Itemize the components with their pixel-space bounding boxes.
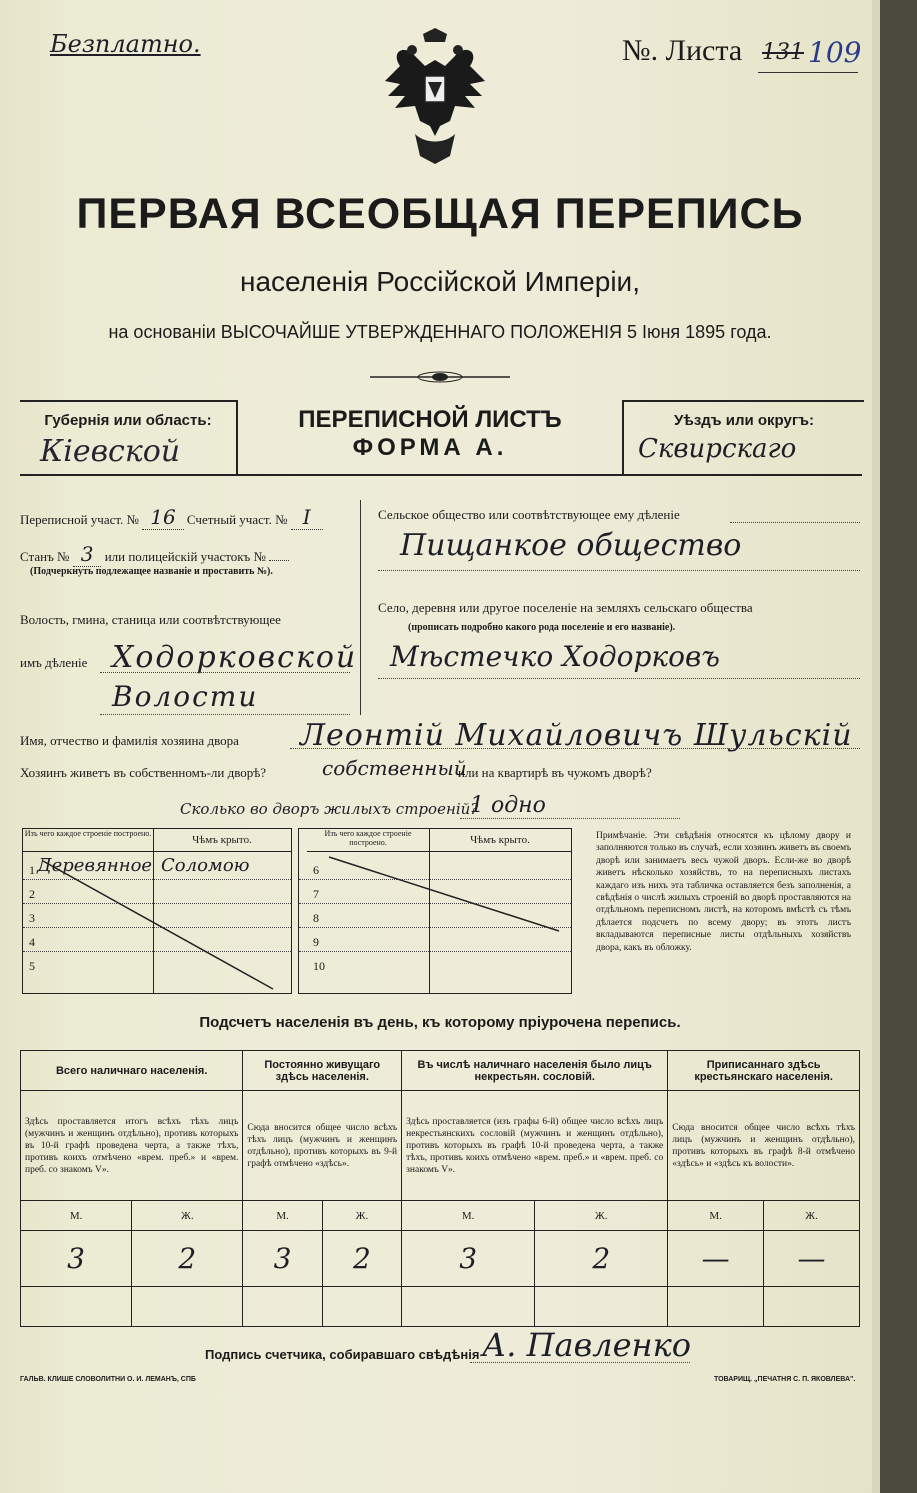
society-label: Сельское общество или соотвѣтствующее ему дѣленіе xyxy=(378,507,680,522)
stan-value: 3 xyxy=(73,542,102,567)
row-number: 6 xyxy=(313,863,319,877)
buildings-label: Сколько во дворъ жилыхъ строеній? xyxy=(180,800,479,818)
male-label: М. xyxy=(21,1201,132,1231)
peasant-female: — xyxy=(764,1231,860,1287)
total-female: 2 xyxy=(132,1231,243,1287)
society-value: Пищанкое общество xyxy=(400,528,742,563)
uchast-label: Переписной участ. № xyxy=(20,512,139,527)
print-left: ГАЛЬВ. КЛИШЕ СЛОВОЛИТНИ О. И. ЛЕМАНЪ, СПБ xyxy=(20,1376,196,1383)
col-material-header: Изъ чего каждое строеніе построено. xyxy=(307,829,430,852)
schet-value: I xyxy=(291,505,323,530)
print-right: ТОВАРИЩ. „ПЕЧАТНЯ С. П. ЯКОВЛЕВА". xyxy=(714,1376,856,1383)
uezd-value: Сквирскаго xyxy=(638,434,797,464)
buildings-value: 1 одно xyxy=(470,793,546,818)
row-number: 8 xyxy=(313,911,319,925)
col-desc: Сюда вносится общее число всѣхъ тѣхъ лицъ (мужчинъ и женщинъ отдѣльно), противъ которыхъ въ графѣ 8-й отмѣчено «здѣсь» и «здѣсь къ волости». xyxy=(668,1091,860,1201)
female-label: Ж. xyxy=(764,1201,860,1231)
count-heading: Подсчетъ населенія въ день, къ которому пріурочена перепись. xyxy=(199,1014,681,1031)
col-desc: Здѣсь проставляется (изъ графы 6-й) общее число всѣхъ лицъ некрестьянскихъ сословій (мужчинъ и женщинъ отдѣльно), противъ которыхъ въ графѣ 10-й проведена черта, а также тѣхъ, противъ коихъ отмѣчено «врем. преб.» и «врем. преб. со знакомъ V». xyxy=(402,1091,668,1201)
col-desc: Здѣсь проставляется итогъ всѣхъ тѣхъ лицъ (мужчинъ и женщинъ отдѣльно), противъ которыхъ въ 10-й графѣ проведена черта, а также тѣхъ, противъ коихъ отмѣчено «врем. преб.» и «врем. преб. со знакомъ V». xyxy=(21,1091,243,1201)
village-label: Село, деревня или другое поселеніе на земляхъ сельскаго общества xyxy=(378,600,753,615)
row-number: 3 xyxy=(29,911,35,925)
owner-name-label: Имя, отчество и фамилія хозяина двора xyxy=(20,733,239,748)
volost-value: Ходорковской xyxy=(112,640,358,675)
col-title: Приписаннаго здѣсь крестьянскаго населенія. xyxy=(668,1051,860,1091)
stan-row xyxy=(20,542,289,566)
row-number: 4 xyxy=(29,935,35,949)
row-number: 5 xyxy=(29,959,35,973)
row-number: 1 xyxy=(29,863,35,877)
sheet-number-old: 131 xyxy=(762,40,804,65)
form-title-block xyxy=(250,400,610,474)
village-note: (прописать подробно какого рода поселеніе и его названіе). xyxy=(408,622,676,633)
col-title: Въ числѣ наличнаго населенія было лицъ некрестьян. сословій. xyxy=(402,1051,668,1091)
row-number: 10 xyxy=(313,959,325,973)
noncrestyan-female: 2 xyxy=(535,1231,668,1287)
double-headed-eagle-emblem xyxy=(370,26,500,176)
basis-line: на основаніи ВЫСОЧАЙШЕ УТВЕРЖДЕННАГО ПОЛОЖЕНІЯ 5 Іюня 1895 года. xyxy=(108,322,772,342)
gubernia-box xyxy=(20,400,238,474)
row-number: 9 xyxy=(313,935,319,949)
female-label: Ж. xyxy=(132,1201,243,1231)
volost-label2: имъ дѣленіе xyxy=(20,655,88,670)
binding-edge xyxy=(880,0,917,1493)
col-title: Постоянно живущаго здѣсь населенія. xyxy=(243,1051,402,1091)
owner-name-value: Леонтій Михайловичъ Шульскій xyxy=(300,718,853,753)
buildings-table-right xyxy=(298,828,572,994)
male-label: М. xyxy=(402,1201,535,1231)
peasant-male: — xyxy=(668,1231,764,1287)
col-material-header: Изъ чего каждое строеніе построено. xyxy=(23,829,154,852)
sheet-number-new: 109 xyxy=(808,36,862,69)
uchast-row xyxy=(20,505,323,529)
population-table xyxy=(20,1050,860,1327)
uezd-label: Уѣздъ или округъ: xyxy=(673,412,815,429)
main-title: ПЕРВАЯ ВСЕОБЩАЯ ПЕРЕПИСЬ xyxy=(76,190,804,238)
row1-material: Деревянное xyxy=(37,855,153,876)
volost-label: Волость, гмина, станица или соотвѣтствующее xyxy=(20,612,281,627)
col-roof-header: Чѣмъ крыто. xyxy=(429,829,571,852)
lives-value: собственный xyxy=(322,756,467,780)
buildings-table-left xyxy=(22,828,292,994)
permanent-male: 3 xyxy=(243,1231,322,1287)
gubernia-value: Кіевской xyxy=(40,434,181,469)
lives-label: Хозяинъ живетъ въ собственномъ-ли дворѣ? xyxy=(20,765,267,780)
underline-note: (Подчеркнуть подлежащее названіе и проставить №). xyxy=(30,566,273,577)
volost-value2: Волости xyxy=(112,680,259,713)
signature-label: Подпись счетчика, собиравшаго свѣдѣнія xyxy=(205,1347,480,1362)
gubernia-label: Губернія или область: xyxy=(44,412,212,429)
form-subtitle: ФОРМА А. xyxy=(352,434,508,461)
village-value: Мѣстечко Ходорковъ xyxy=(390,640,720,673)
row-number: 2 xyxy=(29,887,35,901)
ornament-divider xyxy=(370,370,510,384)
free-label: Безплатно. xyxy=(50,30,201,58)
noncrestyan-male: 3 xyxy=(402,1231,535,1287)
sheet-number-label: №. Листа xyxy=(622,34,743,67)
uchast-value: 16 xyxy=(142,505,183,530)
uezd-box xyxy=(622,400,864,474)
lives-label2: или на квартирѣ въ чужомъ дворѣ? xyxy=(458,765,652,780)
signature-value: А. Павленко xyxy=(482,1326,691,1364)
row1-roof: Соломою xyxy=(161,855,250,876)
female-label: Ж. xyxy=(322,1201,401,1231)
schet-label: Счетный участ. № xyxy=(186,512,288,527)
police-label: или полицейскій участокъ № xyxy=(104,549,266,564)
stan-label: Станъ № xyxy=(20,549,70,564)
buildings-note: Примѣчаніе. Эти свѣдѣнія относятся къ цѣлому двору и заполняются только въ случаѣ, если хозяинъ живетъ въ своемъ дворѣ или занимаетъ весь чужой дворъ. Если-же во дворѣ живетъ нѣсколько хозяйствъ, то на переписныхъ листахъ каждаго изъ нихъ эта табличка оставляется безъ заполненія, а свѣдѣнія о числѣ жилыхъ строеній во дворѣ проставляются на отдѣльномъ переписномъ листѣ, на которомъ вмѣстѣ съ тѣмъ дѣлается подсчетъ по всему двору; въ этотъ листъ вкладываются переписные листы отдѣльныхъ хозяйствъ двора, какъ въ обложку. xyxy=(596,831,851,953)
total-male: 3 xyxy=(21,1231,132,1287)
subtitle: населенія Россійской Имперіи, xyxy=(240,266,640,297)
permanent-female: 2 xyxy=(322,1231,401,1287)
male-label: М. xyxy=(243,1201,322,1231)
col-roof-header: Чѣмъ крыто. xyxy=(153,829,291,852)
form-title: ПЕРЕПИСНОЙ ЛИСТЪ xyxy=(298,406,562,433)
male-label: М. xyxy=(668,1201,764,1231)
female-label: Ж. xyxy=(535,1201,668,1231)
row-number: 7 xyxy=(313,887,319,901)
col-desc: Сюда вносится общее число всѣхъ тѣхъ лицъ (мужчинъ и женщинъ отдѣльно), противъ которыхъ въ 9-й графѣ отмѣчено «здѣсь». xyxy=(243,1091,402,1201)
col-title: Всего наличнаго населенія. xyxy=(21,1051,243,1091)
